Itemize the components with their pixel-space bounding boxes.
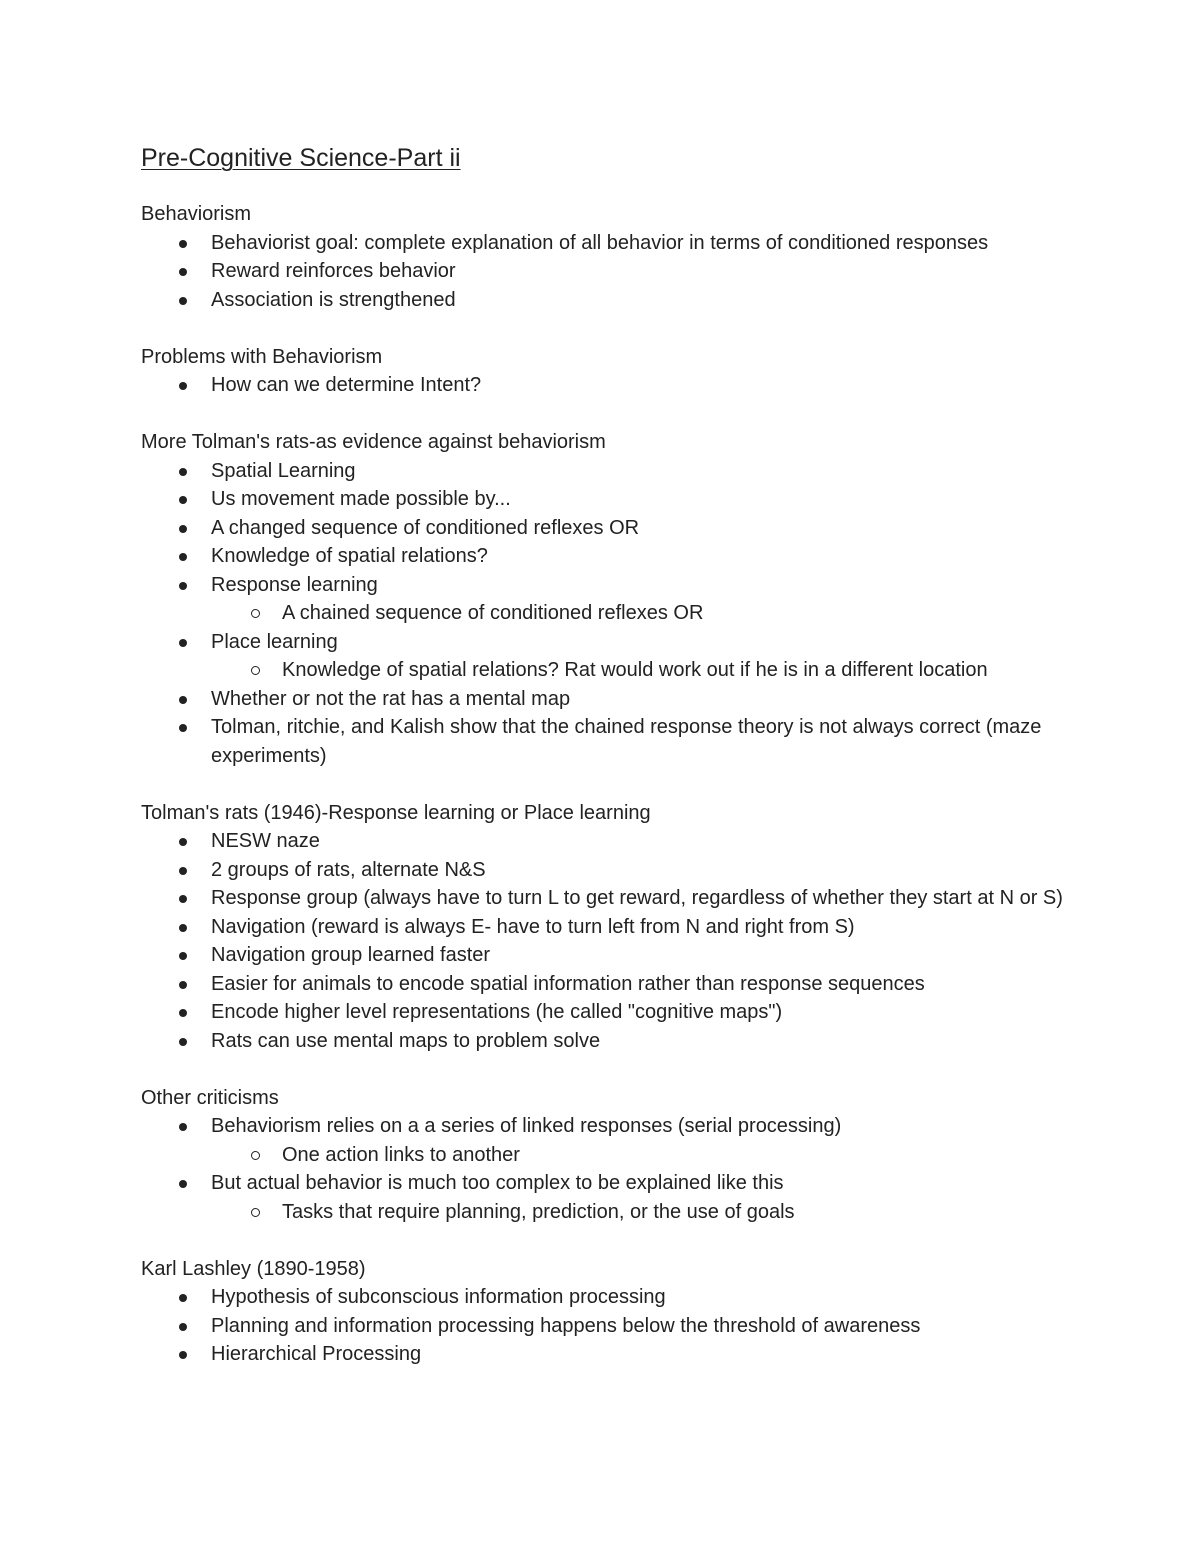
list-item-text: Association is strengthened — [211, 288, 456, 311]
hollow-bullet-icon — [251, 1208, 260, 1217]
sub-list-item — [141, 656, 1071, 685]
filled-bullet-icon — [179, 1351, 187, 1359]
list-item — [141, 1112, 1071, 1169]
section-heading: Karl Lashley (1890-1958) — [141, 1257, 366, 1280]
list-item — [141, 970, 1071, 999]
sub-list-item — [141, 1198, 1071, 1227]
list-item — [141, 628, 1071, 685]
list-item-text: Behaviorism relies on a a series of linked responses (serial processing) — [211, 1115, 842, 1137]
section — [141, 799, 1071, 1056]
list-item-text: Tolman, ritchie, and Kalish show that the chained response theory is not always correct (maze experiments) — [211, 716, 1042, 767]
list-item — [141, 371, 1071, 400]
section-heading: Other criticisms — [141, 1086, 279, 1109]
section — [141, 343, 1071, 400]
list-item — [141, 571, 1071, 628]
sub-bullet-list — [211, 599, 1071, 628]
document-body — [141, 200, 1071, 1369]
list-item — [141, 998, 1071, 1027]
filled-bullet-icon — [179, 639, 187, 647]
bullet-list — [141, 371, 1071, 400]
list-item — [141, 713, 1071, 770]
list-item — [141, 514, 1071, 543]
list-item-text: Planning and information processing happens below the threshold of awareness — [211, 1314, 921, 1337]
filled-bullet-icon — [179, 1038, 187, 1046]
list-item-text: Behaviorist goal: complete explanation of all behavior in terms of conditioned responses — [211, 231, 989, 254]
list-item — [141, 257, 1071, 286]
list-item-text: Encode higher level representations (he called "cognitive maps") — [211, 1001, 783, 1023]
list-item — [141, 856, 1071, 885]
filled-bullet-icon — [179, 582, 187, 590]
list-item — [141, 1312, 1071, 1341]
document-page — [141, 140, 1071, 1397]
filled-bullet-icon — [179, 553, 187, 561]
list-item-text: NESW naze — [211, 830, 320, 852]
list-item-text: Reward reinforces behavior — [211, 260, 456, 282]
section-heading: Behaviorism — [141, 203, 252, 225]
bullet-list — [141, 457, 1071, 771]
sub-bullet-list — [211, 656, 1071, 685]
filled-bullet-icon — [179, 724, 187, 732]
filled-bullet-icon — [179, 1180, 187, 1188]
filled-bullet-icon — [179, 867, 187, 875]
section — [141, 1084, 1071, 1227]
filled-bullet-icon — [179, 240, 187, 248]
section-heading: More Tolman's rats-as evidence against behaviorism — [141, 431, 606, 453]
filled-bullet-icon — [179, 268, 187, 276]
list-item — [141, 457, 1071, 486]
list-item — [141, 941, 1071, 970]
sub-list-item — [141, 1141, 1071, 1170]
list-item — [141, 1283, 1071, 1312]
filled-bullet-icon — [179, 1323, 187, 1331]
filled-bullet-icon — [179, 696, 187, 704]
filled-bullet-icon — [179, 468, 187, 476]
section-heading: Tolman's rats (1946)-Response learning or Place learning — [141, 801, 651, 824]
list-item-text: Us movement made possible by... — [211, 488, 511, 510]
section — [141, 1255, 1071, 1369]
hollow-bullet-icon — [251, 1151, 260, 1160]
list-item-text: Whether or not the rat has a mental map — [211, 687, 571, 710]
list-item-text: Hierarchical Processing — [211, 1343, 422, 1365]
bullet-list — [141, 1112, 1071, 1226]
filled-bullet-icon — [179, 1009, 187, 1017]
filled-bullet-icon — [179, 952, 187, 960]
list-item-text: Knowledge of spatial relations? — [211, 545, 488, 567]
bullet-list — [141, 1283, 1071, 1369]
sub-list-item-text: A chained sequence of conditioned reflexes OR — [282, 602, 704, 624]
list-item — [141, 827, 1071, 856]
list-item-text: How can we determine Intent? — [211, 374, 482, 396]
sub-list-item-text: Tasks that require planning, prediction, or the use of goals — [282, 1200, 795, 1223]
list-item — [141, 884, 1071, 913]
sub-bullet-list — [211, 1141, 1071, 1170]
filled-bullet-icon — [179, 838, 187, 846]
hollow-bullet-icon — [251, 609, 260, 618]
list-item-text: Place learning — [211, 630, 338, 653]
list-item — [141, 229, 1071, 258]
list-item-text: Navigation (reward is always E- have to turn left from N and right from S) — [211, 915, 855, 938]
filled-bullet-icon — [179, 1294, 187, 1302]
list-item — [141, 485, 1071, 514]
list-item-text: Response learning — [211, 573, 378, 596]
section-heading: Problems with Behaviorism — [141, 345, 383, 368]
sub-list-item-text: Knowledge of spatial relations? Rat would work out if he is in a different location — [282, 659, 988, 681]
hollow-bullet-icon — [251, 666, 260, 675]
filled-bullet-icon — [179, 382, 187, 390]
filled-bullet-icon — [179, 924, 187, 932]
list-item-text: Response group (always have to turn L to get reward, regardless of whether they start at N or S) — [211, 887, 1063, 909]
filled-bullet-icon — [179, 895, 187, 903]
list-item — [141, 286, 1071, 315]
list-item — [141, 913, 1071, 942]
list-item — [141, 1027, 1071, 1056]
section — [141, 428, 1071, 770]
list-item-text: 2 groups of rats, alternate N&S — [211, 858, 486, 881]
filled-bullet-icon — [179, 297, 187, 305]
document-title: Pre-Cognitive Science-Part ii — [141, 144, 461, 172]
filled-bullet-icon — [179, 1123, 187, 1131]
list-item-text: Rats can use mental maps to problem solve — [211, 1029, 601, 1052]
bullet-list — [141, 827, 1071, 1055]
list-item — [141, 685, 1071, 714]
section — [141, 200, 1071, 314]
filled-bullet-icon — [179, 525, 187, 533]
filled-bullet-icon — [179, 981, 187, 989]
list-item — [141, 1169, 1071, 1226]
list-item-text: But actual behavior is much too complex to be explained like this — [211, 1172, 784, 1194]
list-item-text: A changed sequence of conditioned reflexes OR — [211, 516, 640, 539]
list-item-text: Spatial Learning — [211, 459, 356, 482]
list-item-text: Easier for animals to encode spatial information rather than response sequences — [211, 972, 925, 995]
list-item — [141, 542, 1071, 571]
sub-list-item-text: One action links to another — [282, 1143, 520, 1166]
filled-bullet-icon — [179, 496, 187, 504]
bullet-list — [141, 229, 1071, 315]
sub-bullet-list — [211, 1198, 1071, 1227]
list-item-text: Navigation group learned faster — [211, 944, 491, 966]
list-item-text: Hypothesis of subconscious information processing — [211, 1286, 666, 1308]
list-item — [141, 1340, 1071, 1369]
sub-list-item — [141, 599, 1071, 628]
